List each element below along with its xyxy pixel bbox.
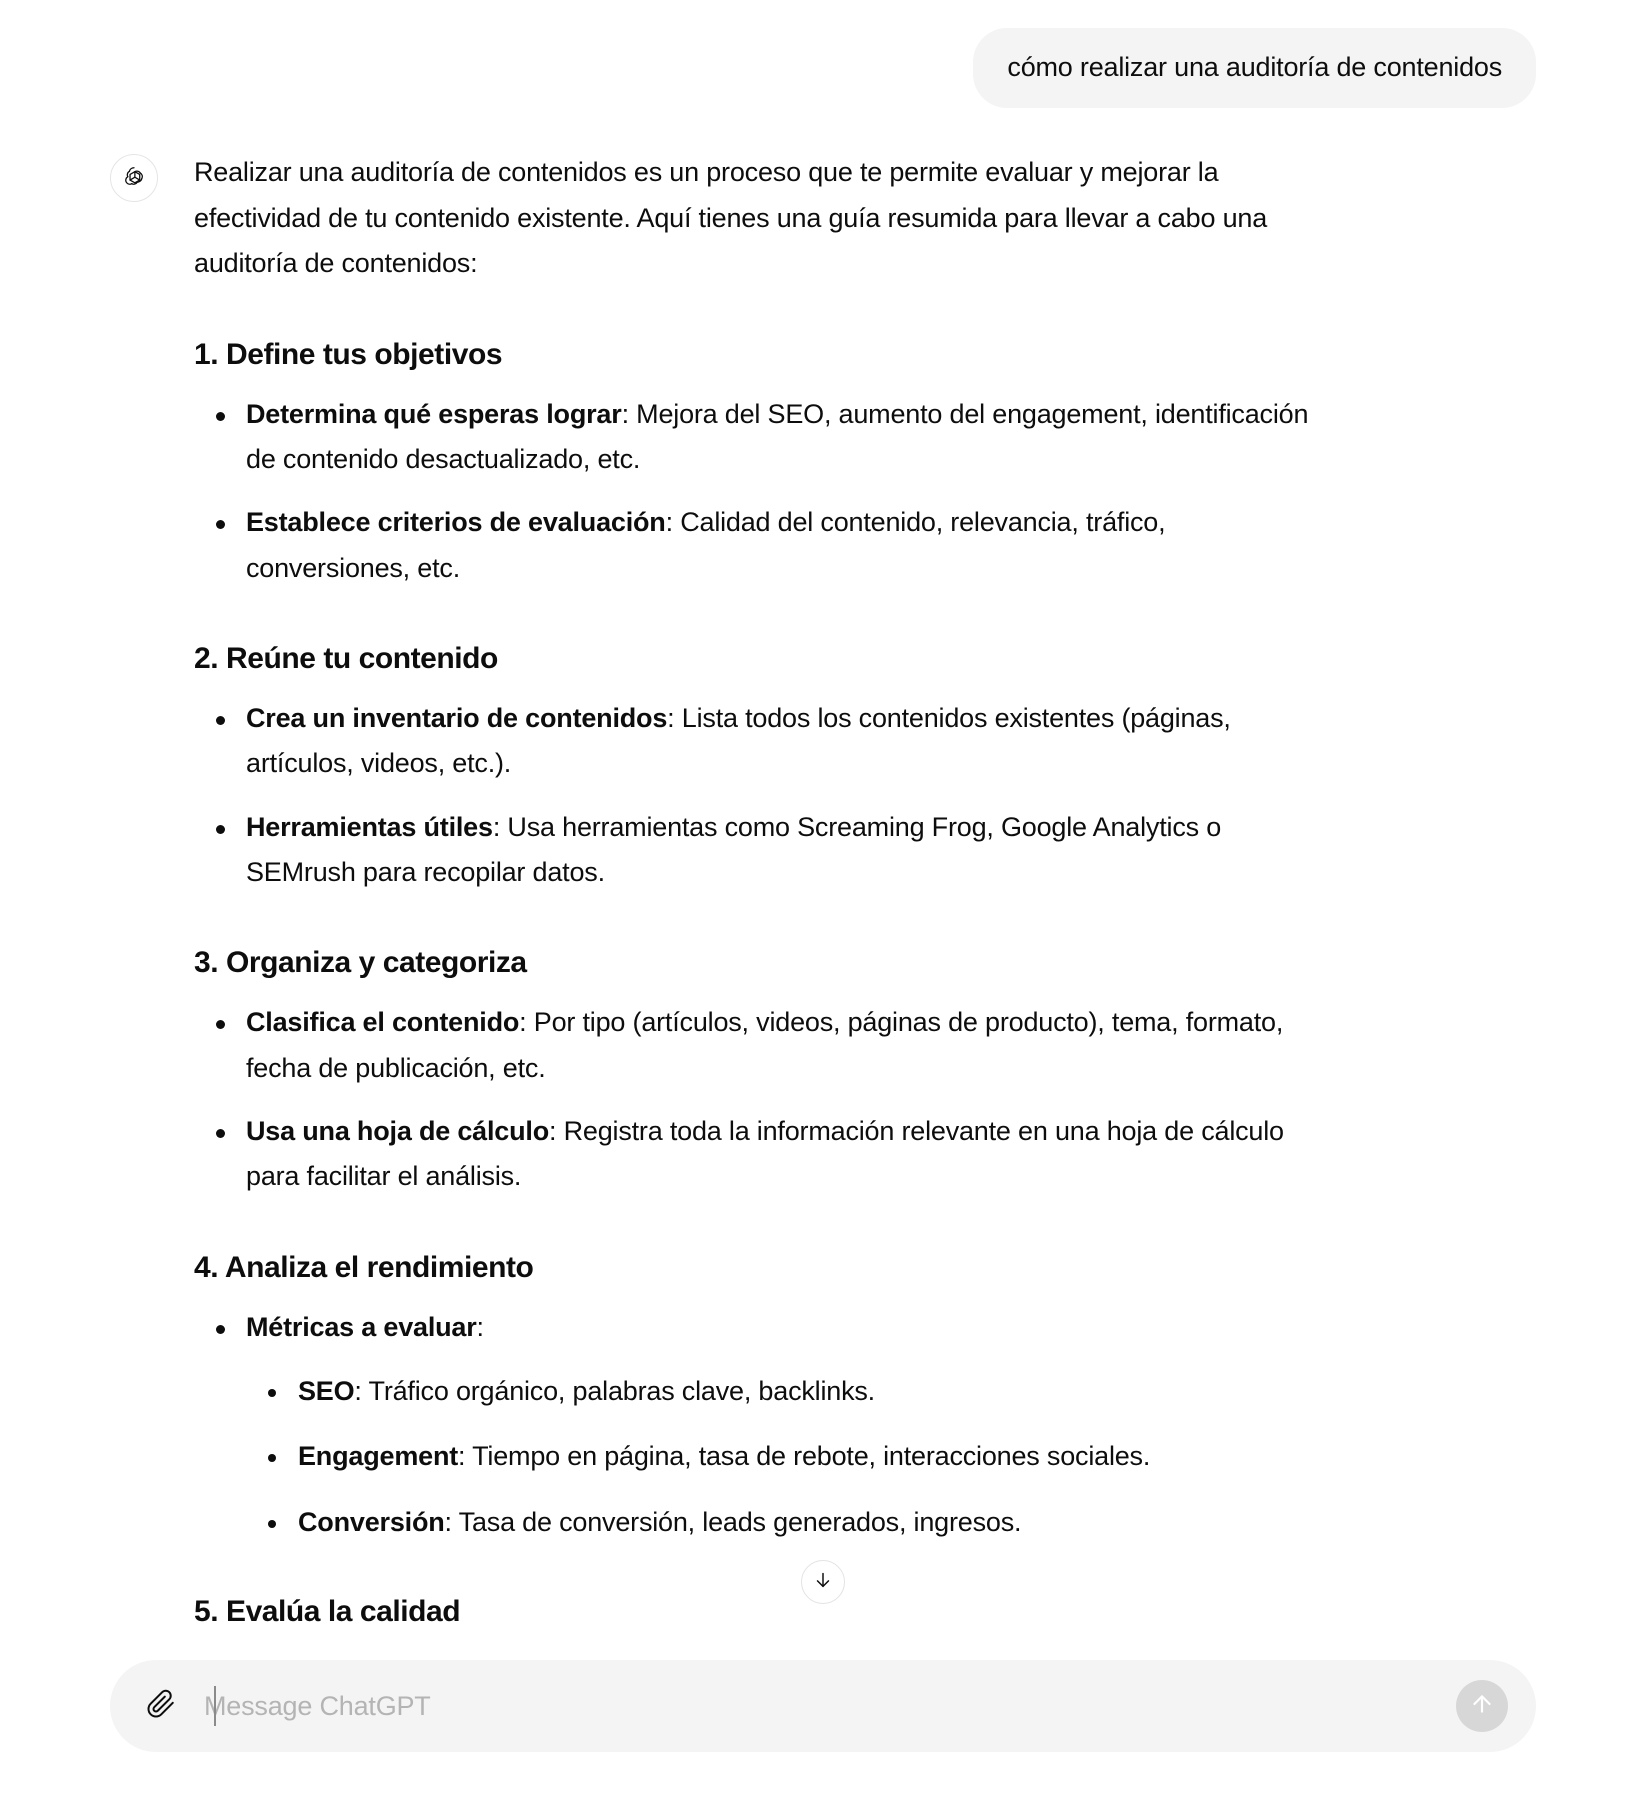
- list-item-rest: : Mejora del SEO, aumento del engagement, identificación de contenido desactualizado, etc.: [246, 398, 1309, 474]
- list-item-lead: Métricas a evaluar: [246, 1311, 477, 1342]
- list-item-rest: :: [476, 1311, 484, 1342]
- assistant-message-row: [110, 108, 1536, 1648]
- list-item-rest: : Lista todos los contenidos existentes (páginas, artículos, videos, etc.).: [246, 702, 1231, 779]
- user-message-row: [110, 0, 1536, 108]
- list-item-rest: : Por tipo (artículos, videos, páginas de producto), tema, formato, fecha de publicación, etc.: [246, 1007, 1284, 1083]
- section-3-bullet-list: [194, 1000, 1314, 1199]
- section-4-bullet-list: [194, 1305, 1314, 1544]
- composer-container: [0, 1660, 1646, 1800]
- section-1-bullet-list: [194, 392, 1314, 591]
- list-item-lead: Herramientas útiles: [246, 811, 493, 842]
- list-item-rest: : Registra toda la información relevante en una hoja de cálculo para facilitar el análisis.: [246, 1116, 1284, 1192]
- list-item-lead: Engagement: [298, 1441, 459, 1472]
- list-item: [194, 500, 1314, 591]
- composer[interactable]: [110, 1660, 1536, 1752]
- arrow-down-icon: [812, 1569, 834, 1596]
- list-item: [194, 1305, 1314, 1544]
- attach-file-button[interactable]: [140, 1685, 182, 1727]
- assistant-avatar: [110, 154, 158, 202]
- section-heading-5: 5. Evalúa la calidad: [194, 1594, 461, 1628]
- list-item-rest: : Usa herramientas como Screaming Frog, Google Analytics o SEMrush para recopilar datos.: [246, 811, 1222, 888]
- list-item-lead: Clasifica el contenido: [246, 1007, 520, 1038]
- section-heading-1: 1. Define tus objetivos: [194, 337, 503, 371]
- user-message-bubble[interactable]: cómo realizar una auditoría de contenidos: [973, 28, 1536, 108]
- list-item-lead: Conversión: [298, 1506, 445, 1537]
- list-item: [194, 805, 1314, 896]
- openai-logo-icon: [120, 164, 148, 192]
- list-item-rest: : Tiempo en página, tasa de rebote, interacciones sociales.: [458, 1441, 1151, 1472]
- section-2-bullet-list: [194, 696, 1314, 895]
- section-heading-3: 3. Organiza y categoriza: [194, 946, 527, 980]
- scroll-to-bottom-button[interactable]: [801, 1560, 845, 1604]
- list-item: [194, 1000, 1314, 1091]
- text-caret: [214, 1686, 216, 1726]
- list-item: [246, 1501, 1314, 1544]
- list-item: [246, 1435, 1314, 1478]
- list-item-rest: : Tasa de conversión, leads generados, ingresos.: [444, 1506, 1022, 1537]
- list-item-lead: Determina qué esperas lograr: [246, 398, 622, 429]
- list-item: [194, 696, 1314, 787]
- list-item: [246, 1370, 1314, 1413]
- list-item-rest: : Tráfico orgánico, palabras clave, backlinks.: [354, 1376, 875, 1407]
- section-heading-4: 4. Analiza el rendimiento: [194, 1250, 534, 1284]
- arrow-up-icon: [1469, 1691, 1495, 1722]
- section-heading-2: 2. Reúne tu contenido: [194, 641, 498, 675]
- send-button[interactable]: [1456, 1680, 1508, 1732]
- assistant-intro-paragraph: Realizar una auditoría de contenidos es un proceso que te permite evaluar y mejorar la efectividad de tu contenido existente. Aquí tienes una guía resumida para llevar a cabo una auditoría de contenidos:: [194, 157, 1268, 279]
- list-item-rest: : Calidad del contenido, relevancia, tráfico, conversiones, etc.: [246, 507, 1166, 583]
- section-4-sub-bullet-list: [246, 1370, 1314, 1544]
- list-item: [194, 1109, 1314, 1200]
- paperclip-icon: [146, 1689, 176, 1724]
- list-item-lead: Establece criterios de evaluación: [246, 507, 666, 538]
- assistant-message-body: [194, 150, 1314, 1648]
- list-item-lead: SEO: [298, 1376, 355, 1407]
- list-item-lead: Usa una hoja de cálculo: [246, 1116, 549, 1147]
- list-item-lead: Crea un inventario de contenidos: [246, 702, 668, 733]
- message-input[interactable]: [182, 1678, 1456, 1734]
- list-item: [194, 392, 1314, 483]
